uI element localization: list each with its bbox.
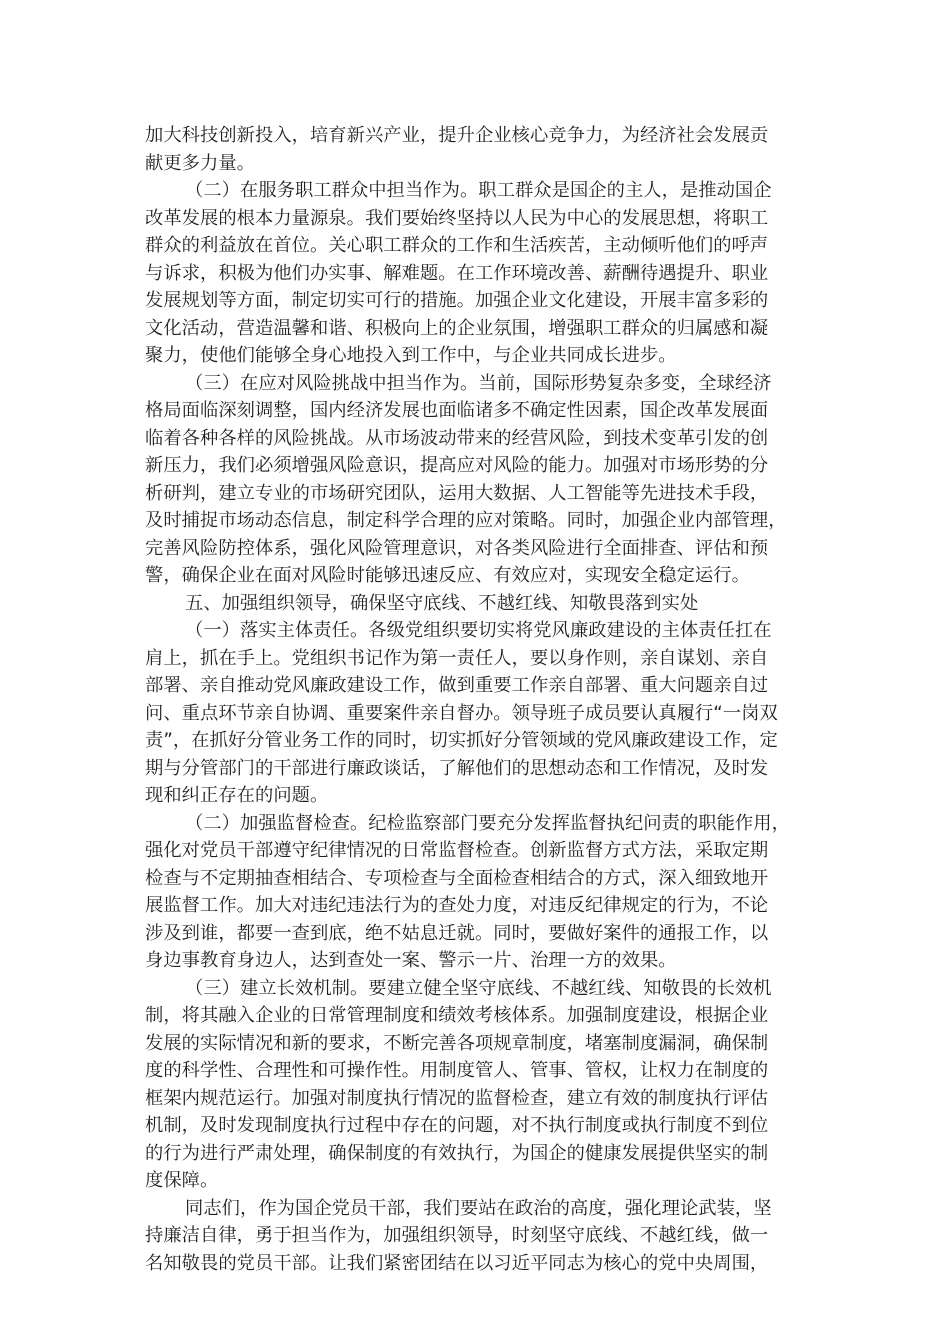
text-line: 与诉求，积极为他们办实事、解难题。在工作环境改善、薪酬待遇提升、职业 [145,262,769,284]
text-line: 身边事教育身边人，达到查处一案、警示一片、治理一方的效果。 [145,950,677,971]
text-line: 改革发展的根本力量源泉。我们要始终坚持以人民为中心的发展思想，将职工 [145,207,769,229]
text-line: 新压力，我们必须增强风险意识，提高应对风险的能力。加强对市场形势的分 [145,455,769,476]
text-line: 持廉洁自律，勇于担当作为，加强组织领导，时刻坚守底线、不越红线，做一 [145,1225,769,1246]
text-line: 框架内规范运行。加强对制度执行情况的监督检查，建立有效的制度执行评估 [145,1087,769,1109]
text-line: 强化对党员干部遵守纪律情况的日常监督检查。创新监督方式方法，采取定期 [145,840,769,861]
text-line: 的行为进行严肃处理，确保制度的有效执行，为国企的健康发展提供坚实的制 [145,1142,769,1164]
text-line: 文化活动，营造温馨和谐、积极向上的企业氛围，增强职工群众的归属感和凝 [145,317,769,339]
document-body [145,122,805,1277]
text-line: 期与分管部门的干部进行廉政谈话，了解他们的思想动态和工作情况，及时发 [145,757,769,779]
text-line: 临着各种各样的风险挑战。从市场波动带来的经营风险，到技术变革引发的创 [145,427,769,449]
text-line: 五、加强组织领导，确保坚守底线、不越红线、知敬畏落到实处 [185,592,699,614]
text-line: 同志们，作为国企党员干部，我们要站在政治的高度，强化理论武装，坚 [185,1197,772,1219]
text-line: 度的科学性、合理性和可操作性。用制度管人、管事、管权，让权力在制度的 [145,1060,769,1081]
text-line: 发展规划等方面，制定切实可行的措施。加强企业文化建设，开展丰富多彩的 [145,290,769,311]
text-line: 警，确保企业在面对风险时能够迅速反应、有效应对，实现安全稳定运行。 [145,565,750,586]
text-line: 肩上，抓在手上。党组织书记作为第一责任人，要以身作则，亲自谋划、亲自 [145,647,769,669]
text-line: 检查与不定期抽查相结合、专项检查与全面检查相结合的方式，深入细致地开 [145,867,769,889]
text-line: 现和纠正存在的问题。 [145,785,329,806]
text-line: （二）加强监督检查。纪检监察部门要充分发挥监督执纪问责的职能作用， [185,812,790,834]
text-line: 献更多力量。 [145,152,255,174]
text-line: 及时捕捉市场动态信息，制定科学合理的应对策略。同时，加强企业内部管理， [145,510,787,531]
text-line: （一）落实主体责任。各级党组织要切实将党风廉政建设的主体责任扛在 [185,620,772,641]
text-line: 完善风险防控体系，强化风险管理意识，对各类风险进行全面排查、评估和预 [145,537,769,559]
text-line: 涉及到谁，都要一查到底，绝不姑息迁就。同时，要做好案件的通报工作，以 [145,922,769,944]
text-line: 群众的利益放在首位。关心职工群众的工作和生活疾苦，主动倾听他们的呼声 [145,235,769,256]
text-line: 制，将其融入企业的日常管理制度和绩效考核体系。加强制度建设，根据企业 [145,1005,769,1026]
text-line: 度保障。 [145,1170,219,1191]
text-line: 析研判，建立专业的市场研究团队，运用大数据、人工智能等先进技术手段， [145,482,769,504]
text-line: 问、重点环节亲自协调、重要案件亲自督办。领导班子成员要认真履行“一岗双 [145,702,778,724]
text-line: （二）在服务职工群众中担当作为。职工群众是国企的主人，是推动国企 [185,180,772,201]
text-line: 机制，及时发现制度执行过程中存在的问题，对不执行制度或执行制度不到位 [145,1115,769,1136]
text-line: 聚力，使他们能够全身心地投入到工作中，与企业共同成长进步。 [145,345,677,366]
text-line: 展监督工作。加大对违纪违法行为的查处力度，对违反纪律规定的行为，不论 [145,895,769,916]
text-line: 名知敬畏的党员干部。让我们紧密团结在以习近平同志为核心的党中央周围， [145,1252,769,1274]
text-line: 部署、亲自推动党风廉政建设工作，做到重要工作亲自部署、重大问题亲自过 [145,675,769,696]
text-line: 责”，在抓好分管业务工作的同时，切实抓好分管领域的党风廉政建设工作，定 [145,730,778,751]
text-line: 格局面临深刻调整，国内经济发展也面临诸多不确定性因素，国企改革发展面 [145,400,769,421]
text-line: （三）在应对风险挑战中担当作为。当前，国际形势复杂多变，全球经济 [185,372,772,394]
text-line: （三）建立长效机制。要建立健全坚守底线、不越红线、知敬畏的长效机 [185,977,772,999]
text-line: 发展的实际情况和新的要求，不断完善各项规章制度，堵塞制度漏洞，确保制 [145,1032,769,1054]
text-line: 加大科技创新投入，培育新兴产业，提升企业核心竞争力，为经济社会发展贡 [145,125,769,146]
